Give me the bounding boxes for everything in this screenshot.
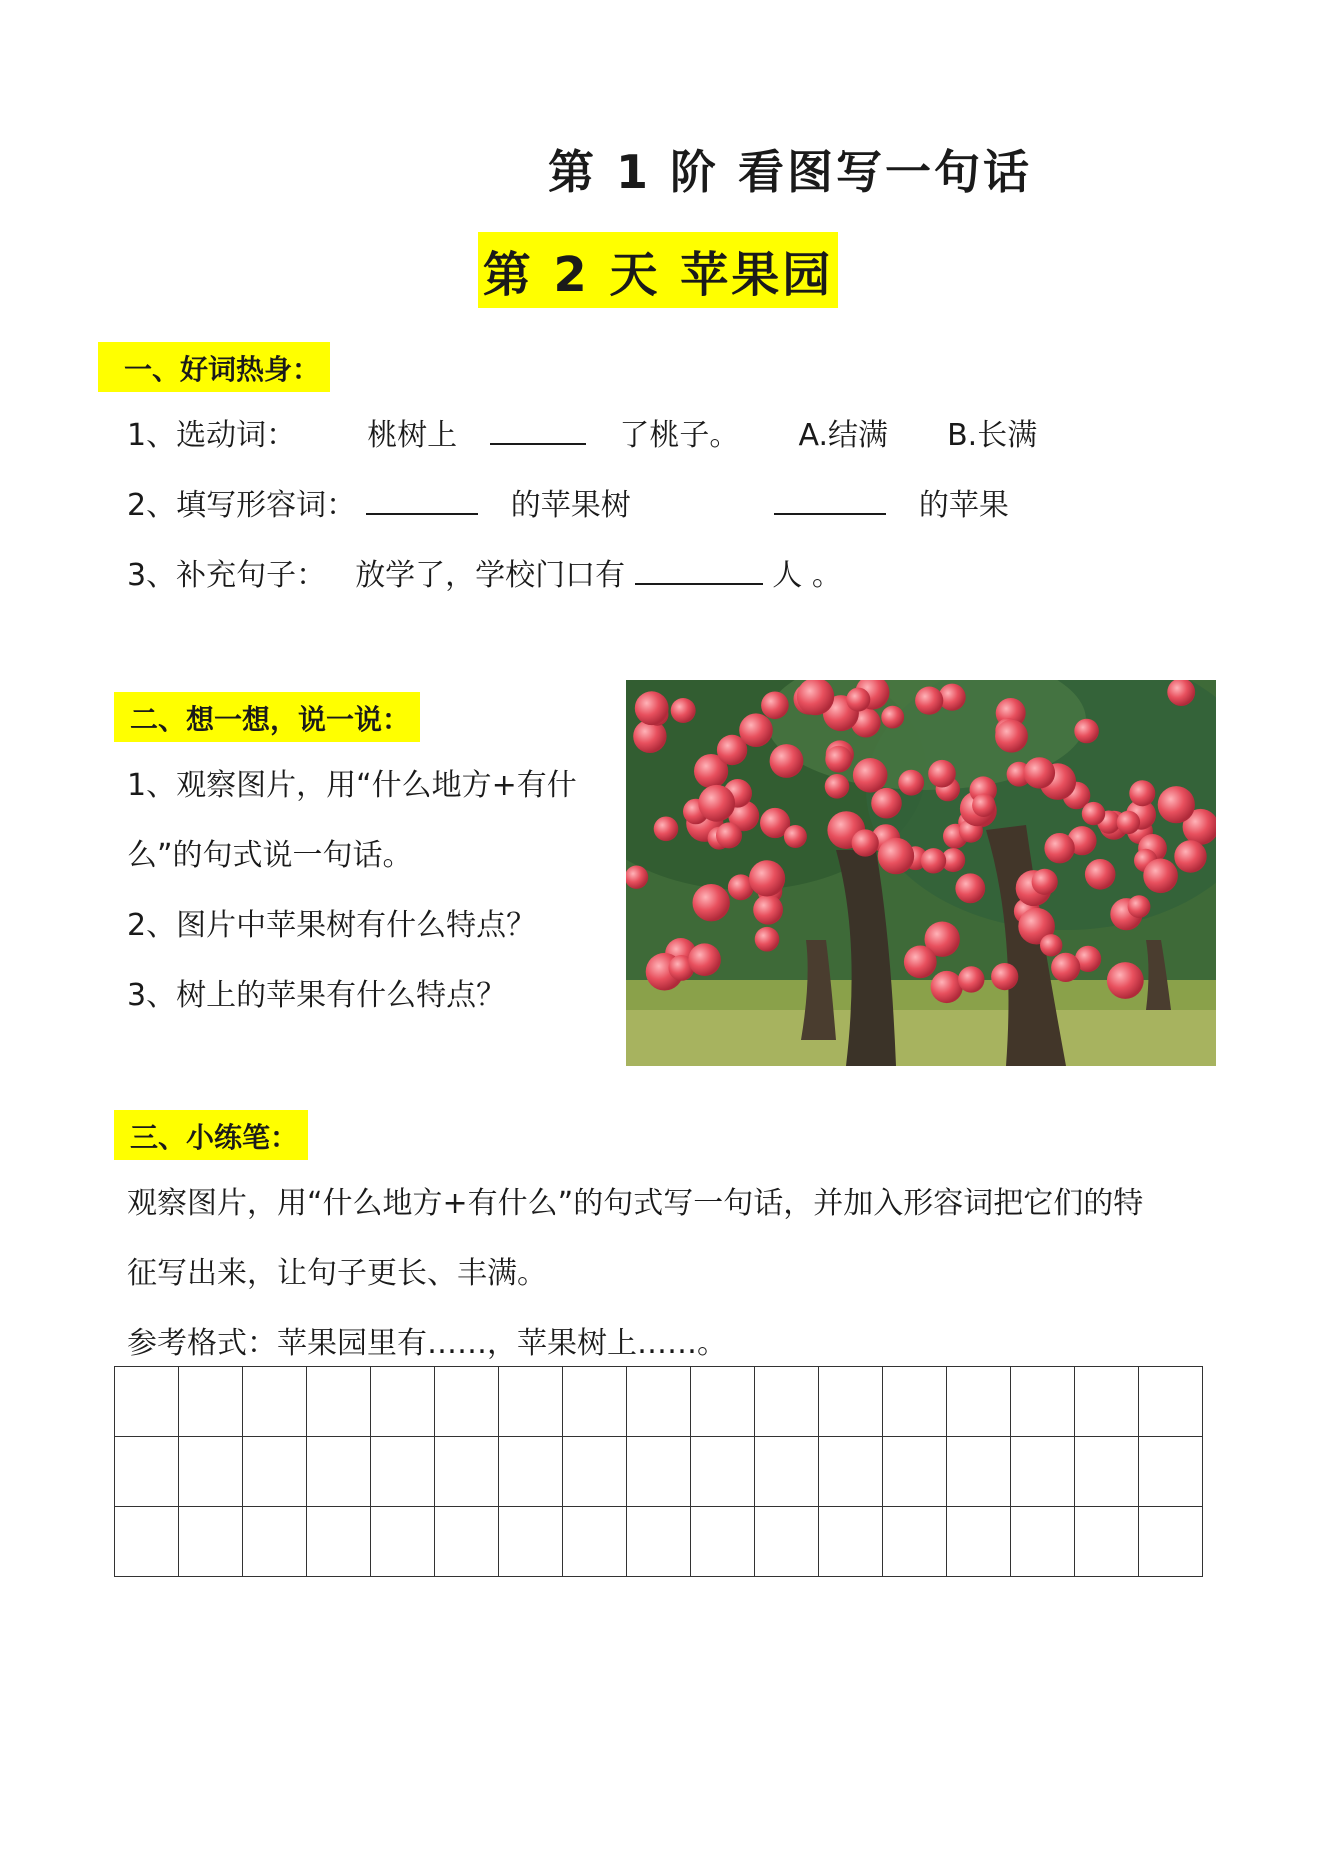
grid-cell[interactable] <box>499 1437 563 1507</box>
apple <box>995 720 1028 753</box>
grid-cell[interactable] <box>883 1507 947 1577</box>
apple <box>671 698 696 723</box>
section2-q1-line1: 1、观察图片，用“什么地方+有什 <box>127 768 577 803</box>
apple <box>1174 840 1206 872</box>
apple <box>915 687 943 715</box>
apple <box>1158 786 1195 823</box>
grid-cell[interactable] <box>1075 1507 1139 1577</box>
apple <box>1107 962 1144 999</box>
q1-option-b: B.长满 <box>947 418 1038 453</box>
grid-cell[interactable] <box>563 1437 627 1507</box>
grid-cell[interactable] <box>243 1507 307 1577</box>
apple <box>931 971 963 1003</box>
apple <box>921 848 946 873</box>
grid-row <box>115 1437 1203 1507</box>
grid-cell[interactable] <box>1075 1437 1139 1507</box>
page-title: 第 1 阶 看图写一句话 <box>548 145 1033 199</box>
section3-heading: 三、小练笔： <box>114 1110 308 1160</box>
grid-cell[interactable] <box>371 1437 435 1507</box>
apple <box>698 785 735 822</box>
grid-cell[interactable] <box>1139 1367 1203 1437</box>
section1-q2 <box>127 480 1009 524</box>
q1-label: 1、选动词： <box>127 418 297 453</box>
grid-cell[interactable] <box>627 1507 691 1577</box>
section1-q1 <box>127 410 1037 454</box>
grid-cell[interactable] <box>307 1507 371 1577</box>
apple <box>1044 833 1074 863</box>
grid-cell[interactable] <box>691 1507 755 1577</box>
apple <box>1129 780 1155 806</box>
apple <box>881 706 904 729</box>
q3-blank[interactable] <box>635 555 763 585</box>
grid-cell[interactable] <box>883 1367 947 1437</box>
apple <box>1074 719 1099 744</box>
q1-option-a: A.结满 <box>798 418 888 453</box>
grid-cell[interactable] <box>563 1367 627 1437</box>
grid-cell[interactable] <box>179 1367 243 1437</box>
apple <box>1143 859 1178 894</box>
grid-cell[interactable] <box>499 1367 563 1437</box>
grid-cell[interactable] <box>115 1507 179 1577</box>
grid-cell[interactable] <box>499 1507 563 1577</box>
section2-heading: 二、想一想，说一说： <box>114 692 420 742</box>
section3-instruction-line2: 征写出来，让句子更长、丰满。 <box>127 1256 547 1291</box>
grid-row <box>115 1367 1203 1437</box>
q3-label: 3、补充句子： <box>127 558 327 593</box>
section2-q3: 3、树上的苹果有什么特点？ <box>127 978 507 1013</box>
apple <box>1117 811 1140 834</box>
day-title-text: 第 2 天 苹果园 <box>482 246 834 303</box>
grid-cell[interactable] <box>435 1437 499 1507</box>
grid-cell[interactable] <box>755 1437 819 1507</box>
apple <box>878 838 914 874</box>
section2-q1-line2: 么”的句式说一句话。 <box>127 838 413 873</box>
grid-cell[interactable] <box>1139 1507 1203 1577</box>
grid-cell[interactable] <box>115 1367 179 1437</box>
grid-cell[interactable] <box>1011 1367 1075 1437</box>
apple <box>1024 757 1055 788</box>
apple <box>1051 953 1080 982</box>
apple <box>1082 802 1105 825</box>
grid-cell[interactable] <box>1011 1507 1075 1577</box>
grid-cell[interactable] <box>307 1367 371 1437</box>
apple <box>784 825 807 848</box>
apple <box>654 817 679 842</box>
grid-cell[interactable] <box>1075 1367 1139 1437</box>
grid-cell[interactable] <box>819 1507 883 1577</box>
grid-cell[interactable] <box>947 1437 1011 1507</box>
q1-text-after: 了桃子。 <box>619 418 740 453</box>
q2-label: 2、填写形容词： <box>127 488 357 523</box>
grid-row <box>115 1507 1203 1577</box>
grid-cell[interactable] <box>755 1507 819 1577</box>
grid-cell[interactable] <box>947 1507 1011 1577</box>
grid-cell[interactable] <box>691 1367 755 1437</box>
grid-cell[interactable] <box>371 1507 435 1577</box>
grid-cell[interactable] <box>179 1437 243 1507</box>
apple <box>761 692 789 720</box>
apple <box>688 943 721 976</box>
apple <box>928 760 956 788</box>
apple <box>852 829 879 856</box>
q3-text-after: 人 。 <box>772 558 842 593</box>
grid-cell[interactable] <box>435 1507 499 1577</box>
section3-instruction-line1: 观察图片，用“什么地方+有什么”的句式写一句话，并加入形容词把它们的特 <box>127 1186 1144 1221</box>
grid-cell[interactable] <box>883 1437 947 1507</box>
grid-cell[interactable] <box>435 1367 499 1437</box>
apple <box>716 822 742 848</box>
q2-text-2: 的苹果 <box>918 488 1009 523</box>
grid-cell[interactable] <box>1139 1437 1203 1507</box>
q2-blank-1[interactable] <box>366 485 478 515</box>
apple <box>739 713 773 747</box>
grid-cell[interactable] <box>627 1437 691 1507</box>
grid-cell[interactable] <box>755 1367 819 1437</box>
apple <box>1032 869 1058 895</box>
apple <box>1128 895 1151 918</box>
apple <box>755 927 780 952</box>
grid-cell[interactable] <box>1011 1437 1075 1507</box>
grid-cell[interactable] <box>947 1367 1011 1437</box>
q2-text-1: 的苹果树 <box>510 488 631 523</box>
grid-cell[interactable] <box>563 1507 627 1577</box>
q1-blank[interactable] <box>490 415 586 445</box>
q3-text-before: 放学了，学校门口有 <box>355 558 626 593</box>
apple <box>991 963 1018 990</box>
writing-grid[interactable] <box>114 1366 1203 1577</box>
apple <box>825 774 850 799</box>
grid-cell[interactable] <box>115 1437 179 1507</box>
apple <box>904 946 937 979</box>
apple <box>972 794 995 817</box>
apple <box>770 744 804 778</box>
grid-cell[interactable] <box>371 1367 435 1437</box>
apple <box>693 884 730 921</box>
apple-orchard-drawing <box>626 680 1216 1066</box>
q1-text-before: 桃树上 <box>367 418 458 453</box>
day-title <box>478 232 838 308</box>
grid-cell[interactable] <box>243 1367 307 1437</box>
apple <box>853 758 888 793</box>
apple-orchard-photo <box>626 680 1216 1066</box>
section2-q2: 2、图片中苹果树有什么特点？ <box>127 908 537 943</box>
q2-blank-2[interactable] <box>774 485 886 515</box>
section1-heading: 一、好词热身： <box>98 342 330 392</box>
grid-cell[interactable] <box>819 1367 883 1437</box>
grid-cell[interactable] <box>691 1437 755 1507</box>
apple <box>871 788 902 819</box>
grid-cell[interactable] <box>819 1437 883 1507</box>
section1-q3 <box>127 550 842 594</box>
apple <box>955 873 985 903</box>
apple <box>1040 934 1062 956</box>
apple <box>825 746 852 773</box>
grid-cell[interactable] <box>243 1437 307 1507</box>
section3-reference: 参考格式：苹果园里有……，苹果树上……。 <box>127 1326 727 1361</box>
apple <box>753 895 783 925</box>
apple <box>958 966 984 992</box>
apple <box>749 860 785 896</box>
apple <box>1085 859 1116 890</box>
apple <box>898 770 924 796</box>
apple <box>846 688 870 712</box>
apple <box>635 691 669 725</box>
grid-cell[interactable] <box>179 1507 243 1577</box>
grid-cell[interactable] <box>307 1437 371 1507</box>
grid-cell[interactable] <box>627 1367 691 1437</box>
